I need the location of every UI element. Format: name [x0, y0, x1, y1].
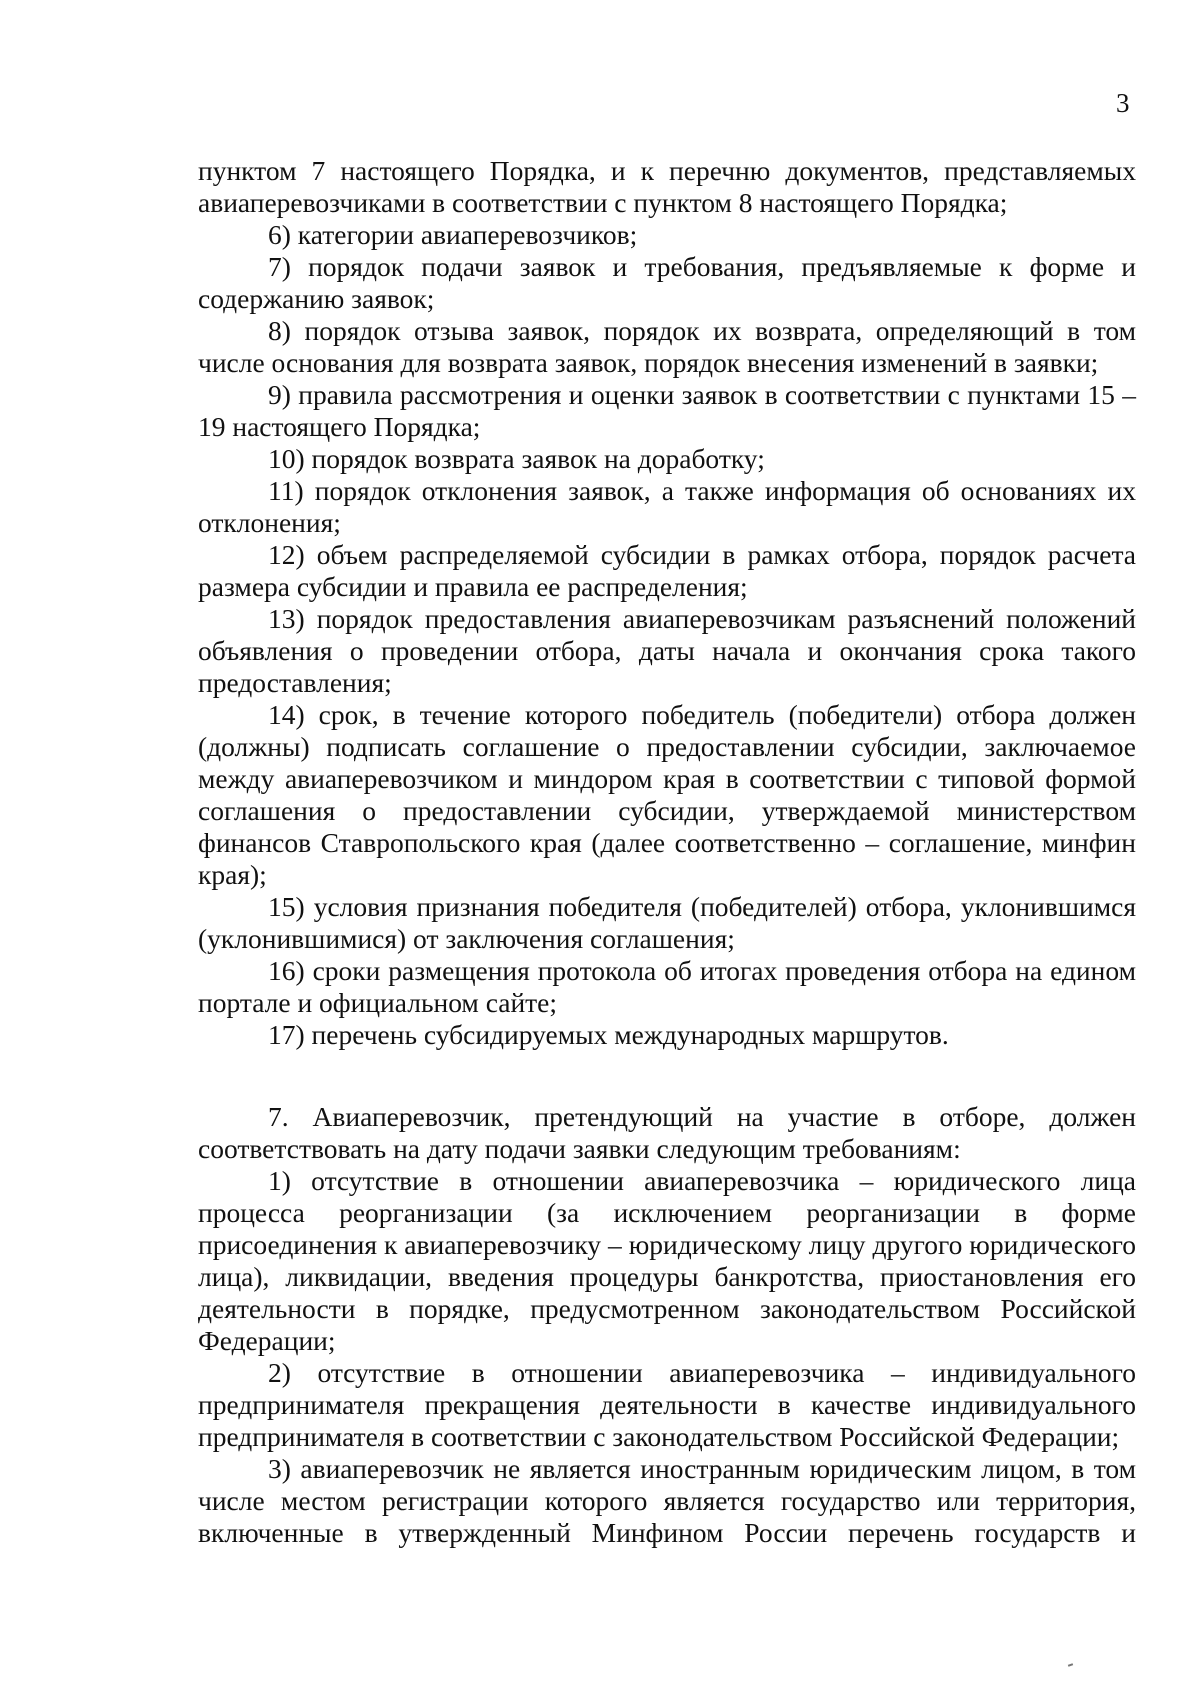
paragraph: 3) авиаперевозчик не является иностранным юридическим лицом, в том числе местом регистрации которого является государство или территория, включенные в утвержденный Минфином России перечень государств и	[198, 1453, 1136, 1548]
paragraph: 8) порядок отзыва заявок, порядок их возврата, определяющий в том числе основания для возврата заявок, порядок внесения изменений в заявки;	[198, 315, 1136, 378]
list-section	[198, 155, 1136, 1051]
paragraph: 11) порядок отклонения заявок, а также информация об основаниях их отклонения;	[198, 475, 1136, 538]
paragraph: 6) категории авиаперевозчиков;	[268, 219, 638, 250]
paragraph: 15) условия признания победителя (победителей) отбора, уклонившимся (уклонившимися) от заключения соглашения;	[198, 891, 1136, 954]
document-body	[198, 155, 1136, 1549]
paragraph: пунктом 7 настоящего Порядка, и к перечню документов, представляемых авиаперевозчиками в соответствии с пунктом 8 настоящего Порядка;	[198, 155, 1136, 218]
paragraph: 14) срок, в течение которого победитель (победители) отбора должен (должны) подписать соглашение о предоставлении субсидии, заключаемое между авиаперевозчиком и миндором края в соответствии с типовой формой соглашения о предоставлении субсидии, утверждаемой министерством финансов Ставропольского края (далее соответственно – соглашение, минфин края);	[198, 699, 1136, 890]
paragraph: 16) сроки размещения протокола об итогах проведения отбора на едином портале и официальном сайте;	[198, 955, 1136, 1018]
section-gap	[198, 1051, 1136, 1101]
paragraph: 7. Авиаперевозчик, претендующий на участие в отборе, должен соответствовать на дату подачи заявки следующим требованиям:	[198, 1101, 1136, 1164]
paragraph: 17) перечень субсидируемых международных маршрутов.	[268, 1019, 949, 1050]
scan-speck	[1068, 1663, 1073, 1667]
paragraph: 13) порядок предоставления авиаперевозчикам разъяснений положений объявления о проведении отбора, даты начала и окончания срока такого предоставления;	[198, 603, 1136, 698]
requirements-section	[198, 1101, 1136, 1549]
paragraph: 9) правила рассмотрения и оценки заявок в соответствии с пунктами 15 – 19 настоящего Порядка;	[198, 379, 1136, 442]
page-number: 3	[1116, 88, 1130, 118]
paragraph: 1) отсутствие в отношении авиаперевозчика – юридического лица процесса реорганизации (за исключением реорганизации в форме присоединения к авиаперевозчику – юридическому лицу другого юридического лица), ликвидации, введения процедуры банкротства, приостановления его деятельности в порядке, предусмотренном законодательством Российской Федерации;	[198, 1165, 1136, 1356]
paragraph: 10) порядок возврата заявок на доработку;	[268, 443, 765, 474]
paragraph: 7) порядок подачи заявок и требования, предъявляемые к форме и содержанию заявок;	[198, 251, 1136, 314]
paragraph: 12) объем распределяемой субсидии в рамках отбора, порядок расчета размера субсидии и правила ее распределения;	[198, 539, 1136, 602]
paragraph: 2) отсутствие в отношении авиаперевозчика – индивидуального предпринимателя прекращения деятельности в качестве индивидуального предпринимателя в соответствии с законодательством Российской Федерации;	[198, 1357, 1136, 1452]
